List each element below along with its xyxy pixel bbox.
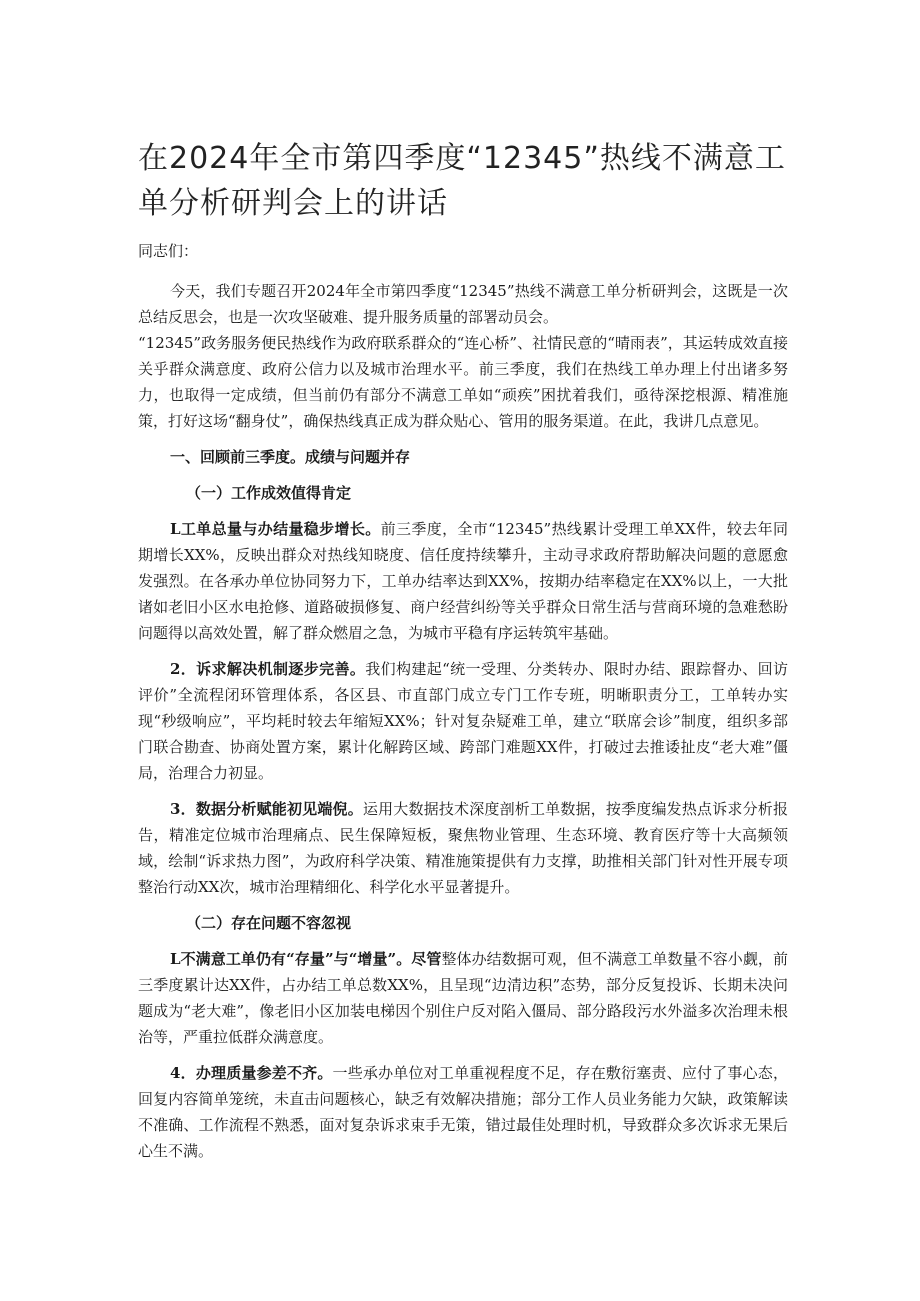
item-lead: 4．办理质量参差不齐。 — [170, 1064, 333, 1082]
item-paragraph — [138, 516, 788, 646]
item-paragraph — [138, 946, 788, 1050]
item-lead: L工单总量与办结量稳步增长。 — [170, 520, 381, 538]
item-text: 前三季度，全市“12345”热线累计受理工单XX件，较去年同期增长XX%，反映出群众对热线知晓度、信任度持续攀升，主动寻求政府帮助解决问题的意愿愈发强烈。在各承办单位协同努力下，工单办结率达到XX%，按期办结率稳定在XX%以上，一大批诸如老旧小区水电抢修、道路破损修复、商户经营纠纷等关乎群众日常生活与营商环境的急难愁盼问题得以高效处置，解了群众燃眉之急，为城市平稳有序运转筑牢基础。 — [138, 520, 788, 642]
item-text: 一些承办单位对工单重视程度不足，存在敷衍塞责、应付了事心态，回复内容简单笼统，未直击问题核心，缺乏有效解决措施；部分工作人员业务能力欠缺，政策解读不准确、工作流程不熟悉，面对复杂诉求束手无策，错过最佳处理时机，导致群众多次诉求无果后心生不满。 — [138, 1064, 788, 1160]
document-title: 在2024年全市第四季度“12345”热线不满意工单分析研判会上的讲话 — [138, 141, 786, 221]
item-text: 整体办结数据可观，但不满意工单数量不容小觑，前三季度累计达XX件，占办结工单总数XX%，且呈现“边清边积”态势，部分反复投诉、长期未决问题成为“老大难”，像老旧小区加装电梯因个别住户反对陷入僵局、部分路段污水外溢多次治理未根治等，严重拉低群众满意度。 — [138, 950, 788, 1046]
item-text: 运用大数据技术深度剖析工单数据，按季度编发热点诉求分析报告，精准定位城市治理痛点、民生保障短板，聚焦物业管理、生态环境、教育医疗等十大高频领域，绘制“诉求热力图”，为政府科学决策、精准施策提供有力支撑，助推相关部门针对性开展专项整治行动XX次，城市治理精细化、科学化水平显著提升。 — [138, 800, 788, 896]
intro-paragraph-2: “12345”政务服务便民热线作为政府联系群众的“连心桥”、社情民意的“晴雨表”，其运转成效直接关乎群众满意度、政府公信力以及城市治理水平。前三季度，我们在热线工单办理上付出诸多努力，也取得一定成绩，但当前仍有部分不满意工单如“顽疾”困扰着我们，亟待深挖根源、精准施策，打好这场“翻身仗”，确保热线真正成为群众贴心、管用的服务渠道。在此，我讲几点意见。 — [138, 334, 788, 430]
subsection-heading-2: （二）存在问题不容忽视 — [186, 914, 352, 932]
item-paragraph — [138, 796, 788, 900]
subsection-heading-1: （一）工作成效值得肯定 — [186, 484, 352, 502]
intro-paragraph-1: 今天，我们专题召开2024年全市第四季度“12345”热线不满意工单分析研判会，这既是一次总结反思会，也是一次攻坚破难、提升服务质量的部署动员会。 — [138, 282, 788, 326]
document-body — [138, 238, 788, 1164]
item-lead: 3．数据分析赋能初见端倪。 — [170, 800, 363, 818]
item-paragraph — [138, 1060, 788, 1164]
item-text: 我们构建起“统一受理、分类转办、限时办结、跟踪督办、回访评价”全流程闭环管理体系，各区县、市直部门成立专门工作专班，明晰职责分工，工单转办实现“秒级响应”，平均耗时较去年缩短XX%；针对复杂疑难工单，建立“联席会诊”制度，组织多部门联合勘查、协商处置方案，累计化解跨区域、跨部门难题XX件，打破过去推诿扯皮“老大难”僵局，治理合力初显。 — [138, 660, 788, 782]
item-paragraph — [138, 656, 788, 786]
salutation: 同志们： — [138, 242, 199, 260]
section-heading-1: 一、回顾前三季度。成绩与问题并存 — [170, 448, 411, 466]
item-lead: L不满意工单仍有“存量”与“增量”。尽管 — [170, 950, 442, 968]
item-lead: 2．诉求解决机制逐步完善。 — [170, 660, 366, 678]
